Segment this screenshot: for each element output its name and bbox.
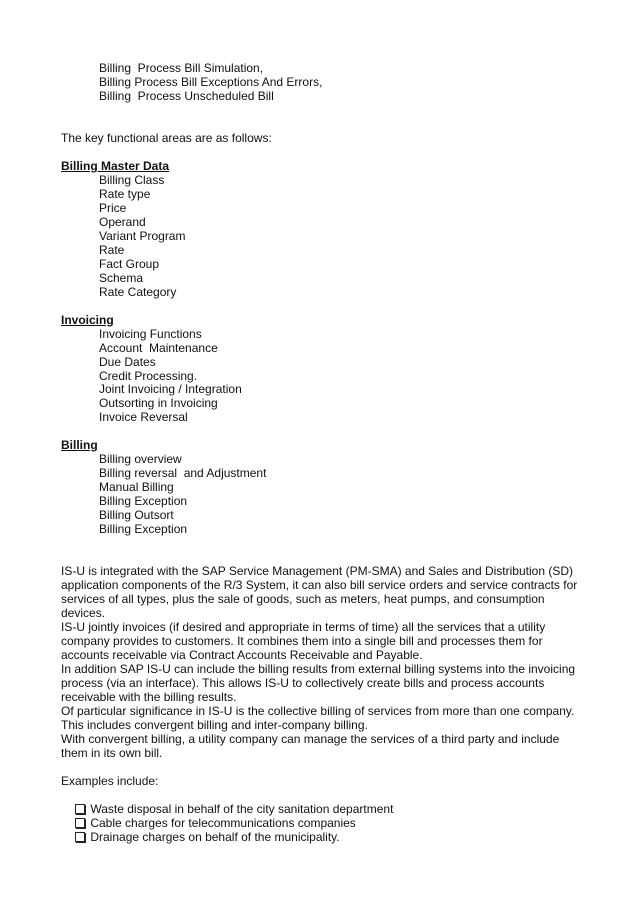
example-item-text: Waste disposal in behalf of the city sanitation department xyxy=(90,802,394,816)
body-line: This includes convergent billing and inter-company billing. xyxy=(61,718,368,732)
section-item: Price xyxy=(99,201,127,215)
section-item: Billing Exception xyxy=(99,494,188,508)
section-item: Rate Category xyxy=(99,285,177,299)
body-line: application components of the R/3 System, it can also bill service orders and service contracts for xyxy=(61,578,578,592)
section-item: Operand xyxy=(99,215,146,229)
body-line: Of particular significance in IS-U is the collective billing of services from more than one company. xyxy=(61,704,575,718)
section-item: Joint Invoicing / Integration xyxy=(99,382,242,396)
example-item-text: Cable charges for telecommunications companies xyxy=(90,816,356,830)
section-heading-billing-master-data: Billing Master Data xyxy=(61,159,170,173)
examples-intro: Examples include: xyxy=(61,774,159,788)
body-line: IS-U is integrated with the SAP Service Management (PM-SMA) and Sales and Distribution (SD) xyxy=(61,564,573,578)
intro-list-item: Billing Process Bill Exceptions And Errors, xyxy=(99,75,323,89)
body-line: accounts receivable via Contract Accounts Receivable and Payable. xyxy=(61,648,423,662)
body-line: process (via an interface). This allows IS-U to collectively create bills and process accounts xyxy=(61,676,545,690)
section-item: Billing Outsort xyxy=(99,508,174,522)
checkbox-bullet-icon xyxy=(75,832,85,842)
key-areas-intro: The key functional areas are as follows: xyxy=(61,131,272,145)
section-item: Schema xyxy=(99,271,144,285)
intro-list-item: Billing Process Bill Simulation, xyxy=(99,61,264,75)
section-item: Rate type xyxy=(99,187,151,201)
section-item: Invoice Reversal xyxy=(99,410,188,424)
example-item-text: Drainage charges on behalf of the municipality. xyxy=(90,830,340,844)
body-line: company provides to customers. It combines them into a single bill and processes them for xyxy=(61,634,543,648)
body-line: receivable with the billing results. xyxy=(61,690,237,704)
section-item: Billing overview xyxy=(99,452,182,466)
section-heading-invoicing: Invoicing xyxy=(61,313,114,327)
section-item: Variant Program xyxy=(99,229,186,243)
section-item: Outsorting in Invoicing xyxy=(99,396,218,410)
section-item: Account Maintenance xyxy=(99,341,218,355)
section-heading-billing: Billing xyxy=(61,438,98,452)
body-line: With convergent billing, a utility company can manage the services of a third party and include xyxy=(61,732,560,746)
body-line: In addition SAP IS-U can include the billing results from external billing systems into the invoicing xyxy=(61,662,576,676)
intro-list-item: Billing Process Unscheduled Bill xyxy=(99,89,274,103)
section-item: Billing Exception xyxy=(99,522,188,536)
body-line: them in its own bill. xyxy=(61,746,163,760)
body-line: devices. xyxy=(61,606,106,620)
section-item: Credit Processing. xyxy=(99,369,198,383)
body-line: IS-U jointly invoices (if desired and appropriate in terms of time) all the services that a utility xyxy=(61,620,546,634)
section-item: Billing Class xyxy=(99,173,165,187)
section-item: Manual Billing xyxy=(99,480,174,494)
section-item: Due Dates xyxy=(99,355,156,369)
section-item: Rate xyxy=(99,243,125,257)
section-item: Invoicing Functions xyxy=(99,327,202,341)
section-item: Billing reversal and Adjustment xyxy=(99,466,267,480)
example-item xyxy=(62,816,340,858)
body-line: services of all types, plus the sale of goods, such as meters, heat pumps, and consumption xyxy=(61,592,545,606)
section-item: Fact Group xyxy=(99,257,160,271)
